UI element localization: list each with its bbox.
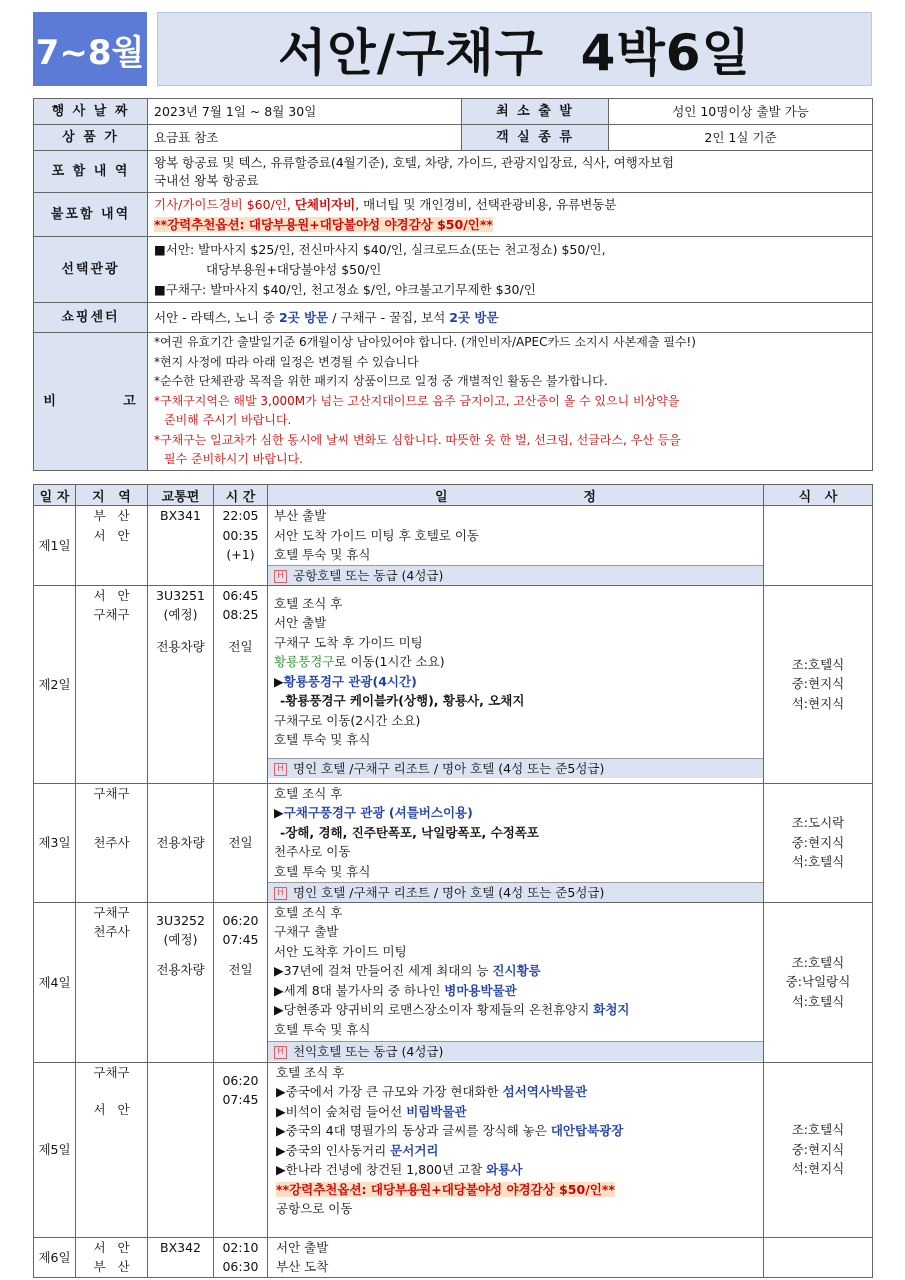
day-6-trans: BX342: [148, 1237, 214, 1277]
day-4-region-1: 구채구: [93, 904, 130, 920]
day-2-meal-2: 중:현지식: [791, 676, 845, 692]
day-5-line-5a: ▶중국의 인사동거리: [276, 1142, 391, 1158]
col-region: 지 역: [76, 485, 148, 506]
note-line-4: *구채구지역은 해발 3,000M가 넘는 고산지대이므로 음주 금지이고, 고산증이 올 수 있으니 비상약을: [154, 393, 680, 408]
day-5-line-2a: ▶중국에서 가장 큰 규모와 가장 현대화한: [276, 1084, 503, 1099]
day-4-meal: [764, 902, 873, 1062]
day-4-hotel-text: 천익호텔 또는 동급 (4성급): [293, 1043, 444, 1059]
day-5-trans: [148, 1062, 214, 1237]
note-line-3: *순수한 단체관광 목적을 위한 패키지 상품이므로 일정 중 개별적인 활동은 불가합니다.: [154, 374, 608, 388]
day-4-time: [214, 902, 268, 1062]
shop-d: 2곳 방문: [449, 310, 499, 325]
day-6-row: [34, 1237, 873, 1277]
day-2-line-1: 호텔 조식 후: [274, 595, 343, 611]
day-2-line-4: [274, 652, 757, 672]
day-2-trans: [148, 585, 214, 783]
day-2-meal-1: 조:호텔식: [791, 656, 845, 672]
day-2-meal: [764, 585, 873, 783]
day-4-line-1: 호텔 조식 후: [274, 904, 343, 920]
day-3-region-2: 천주사: [93, 835, 130, 850]
day-5-meal: [764, 1062, 873, 1237]
min-value: 성인 10명이상 출발 가능: [609, 99, 873, 125]
day-1-region: [76, 506, 148, 586]
day-2-region-2: 구채구: [93, 607, 130, 622]
excl-line: [154, 195, 866, 215]
day-5-region-2: 서 안: [93, 1102, 130, 1117]
day-5-line-6b: 와룡사: [486, 1162, 523, 1177]
incl-value: [148, 151, 873, 193]
day-1-plan: [268, 506, 764, 586]
day-1-trans: BX341: [148, 506, 214, 586]
col-time: 시 간: [214, 485, 268, 506]
col-meal: 식 사: [764, 485, 873, 506]
day-3-time: 전일: [214, 783, 268, 902]
day-2-region: [76, 585, 148, 783]
day-4-meal-1: 조:호텔식: [791, 954, 845, 970]
day-2-line-5: [274, 672, 757, 692]
day-3-region-1: 구채구: [93, 785, 130, 801]
day-5-meal-3: 석:현지식: [791, 1161, 845, 1177]
day-6-time-1: 02:10: [222, 1239, 259, 1255]
day-2-line-6: -황룡풍경구 케이블카(상행), 황룡사, 오채지: [280, 693, 525, 708]
day-3-line-2: [274, 803, 757, 823]
day-2-time: [214, 585, 268, 783]
day-4-label: 제4일: [34, 902, 76, 1062]
day-3-meal: [764, 783, 873, 902]
day-6-region-1: 서 안: [93, 1239, 130, 1255]
day-3-line-1: 호텔 조식 후: [274, 785, 343, 801]
day-5-line-5b: 문서거리: [390, 1142, 439, 1158]
day-2-trans-1: 3U3251: [156, 587, 205, 603]
excl-value: [148, 193, 873, 237]
day-4-line-6b: 화청지: [593, 1002, 630, 1017]
day-2-hotel-text: 명인 호텔 /구채구 리조트 / 명아 호텔 (4성 또는 준5성급): [293, 760, 605, 776]
day-6-region-2: 부 산: [93, 1259, 130, 1274]
day-6-meal: [764, 1237, 873, 1277]
hotel-icon: H: [274, 1046, 287, 1059]
day-5-meal-2: 중:현지식: [791, 1141, 845, 1157]
price-value: 요금표 참조: [148, 125, 462, 151]
excl-reco: **강력추천옵션: 대당부용원+대당불야성 야경감상 $50/인**: [154, 216, 493, 232]
day-2-plan: [268, 585, 764, 783]
hotel-icon: H: [274, 887, 287, 900]
incl-label: 포 함 내 역: [34, 151, 148, 193]
shop-c: / 구채구 - 꿀집, 보석: [328, 310, 450, 325]
shop-a: 서안 - 라텍스, 노니 중: [154, 310, 279, 325]
day-4-time-1: 06:20: [222, 912, 259, 928]
day-4-line-5: [274, 981, 757, 1001]
day-1-row: [34, 506, 873, 586]
day-2-line-5b: 황룡풍경구 관광(4시간): [283, 673, 417, 689]
day-2-region-1: 서 안: [93, 587, 130, 603]
opt-line-1: ■서안: 발마사지 $25/인, 전신마사지 $40/인, 실크로드쇼(또는 천고정쇼) $50/인,: [154, 241, 606, 257]
day-1-hotel-text: 공항호텔 또는 동급 (4성급): [293, 567, 444, 583]
day-3-hotel-text: 명인 호텔 /구채구 리조트 / 명아 호텔 (4성 또는 준5성급): [293, 884, 605, 900]
day-5-line-4: [276, 1121, 760, 1141]
day-4-hotel: [268, 1041, 763, 1061]
day-6-plan: [268, 1237, 764, 1277]
hotel-icon: H: [274, 763, 287, 776]
day-3-label: 제3일: [34, 783, 76, 902]
day-2-trans-3: 전용차량: [156, 638, 205, 654]
day-6-time-2: 06:30: [222, 1259, 259, 1274]
day-3-hotel: [268, 882, 763, 902]
day-3-meal-3: 석:호텔식: [791, 854, 845, 870]
hotel-icon: H: [274, 570, 287, 583]
day-5-line-3b: 비림박물관: [406, 1103, 467, 1119]
day-5-line-3: [276, 1102, 760, 1122]
day-4-line-5a: ▶세계 8대 불가사의 중 하나인: [274, 982, 445, 998]
day-4-line-4b: 진시황릉: [492, 963, 541, 978]
day-5-time-2: 07:45: [222, 1092, 259, 1107]
day-1-time-2: 00:35: [222, 527, 259, 543]
day-2-line-2: 서안 출발: [274, 615, 327, 630]
day-2-line-5a: ▶: [274, 673, 284, 689]
day-4-trans-1: 3U3252: [156, 912, 205, 928]
opt-line-3: ■구채구: 발마사지 $40/인, 천고정쇼 $/인, 야크불고기무제한 $30/인: [154, 281, 536, 297]
day-3-region: [76, 783, 148, 902]
day-4-line-3: 서안 도착후 가이드 미팅: [274, 943, 407, 959]
col-day: 일 자: [34, 485, 76, 506]
day-2-line-7: 구채구로 이동(2시간 소요): [274, 712, 421, 728]
day-1-line-1: 부산 출발: [274, 508, 327, 523]
day-1-time-3: (+1): [226, 547, 255, 562]
day-4-region-2: 천주사: [93, 924, 130, 939]
day-2-row: [34, 585, 873, 783]
shop-b: 2곳 방문: [278, 310, 329, 325]
day-4-trans-2: (예정): [163, 932, 198, 947]
day-3-line-5: 호텔 투숙 및 휴식: [274, 863, 371, 879]
day-5-label: 제5일: [34, 1062, 76, 1237]
day-2-line-3: 구채구 도착 후 가이드 미팅: [274, 634, 423, 650]
day-2-time-3: 전일: [228, 638, 253, 654]
excl-reco-line: [154, 215, 866, 235]
day-5-line-2b: 섬서역사박물관: [502, 1084, 588, 1099]
day-1-time: [214, 506, 268, 586]
opt-label: 선택관광: [34, 237, 148, 303]
info-table: [33, 98, 873, 471]
day-4-time-3: 전일: [228, 961, 253, 977]
day-5-line-3a: ▶비석이 숲처럼 들어선: [276, 1103, 407, 1119]
day-4-row: [34, 902, 873, 1062]
day-5-line-7: [276, 1180, 760, 1200]
incl-line-2: 국내선 왕복 항공료: [154, 172, 259, 188]
day-5-line-2: [276, 1082, 760, 1102]
day-5-line-4a: ▶중국의 4대 명필가의 동상과 글씨를 장식해 놓은: [276, 1123, 551, 1138]
day-5-time-1: 06:20: [222, 1072, 259, 1088]
day-2-time-1: 06:45: [222, 587, 259, 603]
excl-a: 기사/가이드경비 $60/인,: [154, 197, 295, 212]
day-5-row: [34, 1062, 873, 1237]
day-1-region-1: 부 산: [93, 508, 130, 523]
day-1-region-2: 서 안: [93, 527, 130, 543]
day-5-reco: **강력추천옵션: 대당부용원+대당불야성 야경감상 $50/인**: [276, 1181, 615, 1197]
day-1-line-3: 호텔 투숙 및 휴식: [274, 547, 371, 562]
day-5-line-4b: 대안탑북광장: [550, 1123, 624, 1138]
day-2-trans-2: (예정): [163, 607, 198, 622]
note-line-7: 필수 준비하시기 바랍니다.: [164, 452, 303, 466]
note-line-2: *현지 사정에 따라 아래 일정은 변경될 수 있습니다: [154, 354, 419, 369]
day-1-meal: [764, 506, 873, 586]
day-4-time-2: 07:45: [222, 932, 259, 947]
day-1-time-1: 22:05: [222, 508, 259, 523]
day-5-region: [76, 1062, 148, 1237]
season-badge: 7~8월: [33, 12, 147, 86]
day-1-label: 제1일: [34, 506, 76, 586]
page-title: 서안/구채구 4박6일: [157, 12, 872, 86]
day-3-line-4: 천주사로 이동: [274, 844, 351, 859]
period-value: 2023년 7월 1일 ~ 8월 30일: [148, 99, 462, 125]
day-4-plan: [268, 902, 764, 1062]
min-label: 최 소 출 발: [462, 99, 609, 125]
day-5-line-1: 호텔 조식 후: [276, 1064, 345, 1080]
day-2-time-2: 08:25: [222, 607, 259, 622]
day-4-line-5b: 병마용박물관: [444, 982, 517, 998]
day-4-trans: [148, 902, 214, 1062]
day-4-line-4: [274, 961, 757, 981]
day-4-line-6: [274, 1000, 757, 1020]
day-5-line-6: [276, 1160, 760, 1180]
room-label: 객 실 종 류: [462, 125, 609, 151]
day-3-line-2b: 구채구풍경구 관광 (셔틀버스이용): [283, 805, 473, 820]
excl-b: 단체비자비: [294, 197, 356, 212]
shop-label: 쇼핑센터: [34, 303, 148, 333]
incl-line-1: 왕복 항공료 및 텍스, 유류할증료(4월기준), 호텔, 차량, 가이드, 관광지입장료, 식사, 여행자보험: [154, 154, 674, 170]
day-2-meal-3: 석:현지식: [791, 695, 845, 711]
day-2-line-4b: 로 이동(1시간 소요): [334, 654, 445, 669]
day-3-plan: [268, 783, 764, 902]
day-6-line-1: 서안 출발: [276, 1239, 329, 1255]
day-3-line-2a: ▶: [274, 805, 284, 820]
day-3-row: [34, 783, 873, 902]
day-5-meal-1: 조:호텔식: [791, 1122, 845, 1138]
opt-line-2: 대당부용원+대당불야성 $50/인: [206, 261, 382, 277]
day-5-line-8: 공항으로 이동: [276, 1201, 353, 1216]
day-2-line-4a: 황룡풍경구: [274, 654, 335, 669]
day-2-label: 제2일: [34, 585, 76, 783]
day-3-meal-1: 조:도시락: [791, 815, 845, 831]
day-4-line-6a: ▶당현종과 양귀비의 로맨스장소이자 황제들의 온천휴양지: [274, 1002, 594, 1017]
day-6-line-2: 부산 도착: [276, 1259, 329, 1274]
day-6-region: [76, 1237, 148, 1277]
day-1-hotel: [268, 565, 763, 585]
day-4-trans-3: 전용차량: [156, 961, 205, 977]
day-6-label: 제6일: [34, 1237, 76, 1277]
note-line-6: *구채구는 일교차가 심한 동시에 날씨 변화도 심합니다. 따뜻한 옷 한 벌, 선크림, 선글라스, 우산 등을: [154, 432, 681, 447]
note-line-1: *여권 유효기간 출발일기준 6개월이상 남아있어야 합니다. (개인비자/APEC카드 소지시 사본제출 필수!): [154, 335, 696, 349]
day-3-trans: 전용차량: [148, 783, 214, 902]
day-5-region-1: 구채구: [93, 1064, 130, 1080]
day-1-line-2: 서안 도착 가이드 미팅 후 호텔로 이동: [274, 527, 479, 543]
day-5-time: [214, 1062, 268, 1237]
day-2-hotel: [268, 758, 763, 778]
day-4-line-2: 구채구 출발: [274, 924, 339, 939]
col-plan: 일 정: [268, 485, 764, 506]
day-4-meal-3: 석:호텔식: [791, 993, 845, 1009]
day-3-line-3: -장해, 경해, 진주탄폭포, 낙일랑폭포, 수정폭포: [280, 824, 539, 840]
excl-c: , 매너팁 및 개인경비, 선택관광비용, 유류변동분: [355, 197, 617, 212]
excl-label: 불포함 내역: [34, 193, 148, 237]
day-5-plan: [268, 1062, 764, 1237]
day-5-line-6a: ▶한나라 건녕에 창건된 1,800년 고찰: [276, 1162, 487, 1177]
period-label: 행 사 날 짜: [34, 99, 148, 125]
day-5-line-5: [276, 1141, 760, 1161]
opt-value: [148, 237, 873, 303]
col-trans: 교통편: [148, 485, 214, 506]
day-6-time: [214, 1237, 268, 1277]
day-2-line-8: 호텔 투숙 및 휴식: [274, 732, 371, 747]
day-4-line-7: 호텔 투숙 및 휴식: [274, 1021, 371, 1037]
day-4-line-4a: ▶37년에 걸쳐 만들어진 세계 최대의 능: [274, 963, 493, 978]
day-3-meal-2: 중:현지식: [791, 834, 845, 850]
note-line-5: 준비해 주시기 바랍니다.: [164, 413, 292, 427]
note-value: [148, 333, 873, 471]
note-label: 비 고: [34, 333, 148, 471]
schedule-table: [33, 484, 873, 1278]
price-label: 상 품 가: [34, 125, 148, 151]
day-4-region: [76, 902, 148, 1062]
day-4-meal-2: 중:낙일랑식: [785, 974, 851, 990]
shop-value: [148, 303, 873, 333]
room-value: 2인 1실 기준: [609, 125, 873, 151]
